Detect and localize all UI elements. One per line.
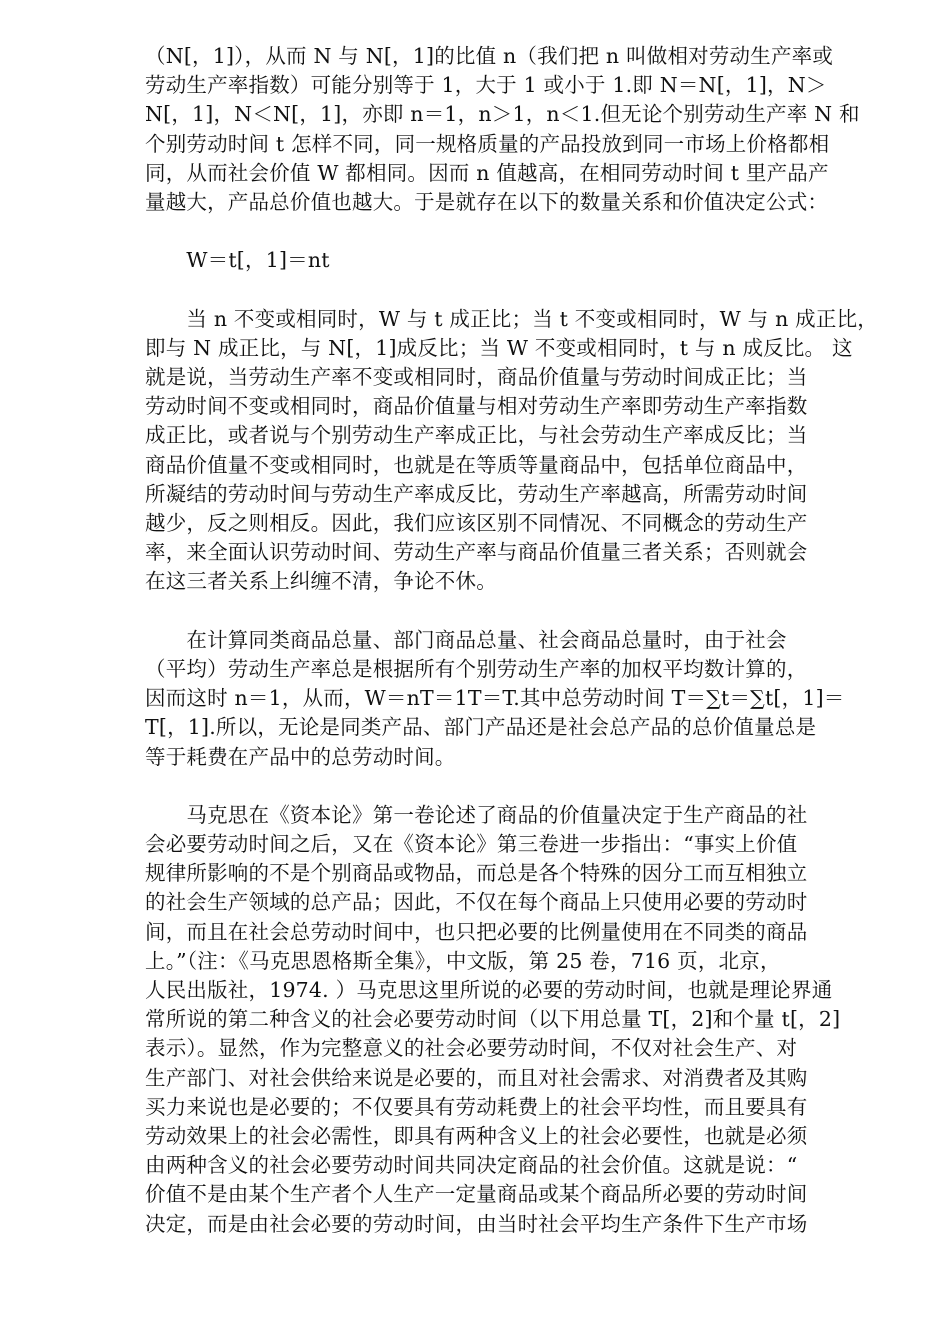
text-line: 劳动生产率指数）可能分别等于 1，大于 1 或小于 1.即 N＝N[，1]，N＞ — [145, 73, 827, 98]
text-line: 等于耗费在产品中的总劳动时间。 — [145, 744, 456, 769]
text-line: （N[，1]），从而 N 与 N[，1]的比值 n（我们把 n 叫做相对劳动生产率或 — [145, 44, 834, 68]
text-line: N[，1]，N＜N[，1]，亦即 n＝1，n＞1，n＜1.但无论个别劳动生产率 N 和 — [145, 102, 860, 127]
formula-line: W＝t[，1]＝nt — [145, 248, 330, 273]
formula-paragraph — [145, 246, 885, 275]
text-line: 价值不是由某个生产者个人生产一定量商品或某个商品所必要的劳动时间 — [145, 1182, 808, 1207]
document-body — [145, 42, 885, 1239]
text-line: 人民出版社，1974. ）马克思这里所说的必要的劳动时间，也就是理论界通 — [145, 978, 833, 1002]
text-line: 上。”（注：《马克思恩格斯全集》，中文版，第 25 卷，716 页，北京， — [145, 948, 781, 973]
text-line: 劳动效果上的社会必需性，即具有两种含义上的社会必要性，也就是必须 — [145, 1123, 808, 1148]
text-line: 即与 N 成正比，与 N[，1]成反比；当 W 不变或相同时，t 与 n 成反比。 这 — [145, 335, 853, 360]
text-line: 生产部门、对社会供给来说是必要的，而且对社会需求、对消费者及其购 — [145, 1065, 808, 1090]
text-line: 马克思在《资本论》第一卷论述了商品的价值量决定于生产商品的社 — [145, 802, 808, 827]
text-line: 越少，反之则相反。因此，我们应该区别不同情况、不同概念的劳动生产 — [145, 511, 808, 535]
text-line: 个别劳动时间 t 怎样不同，同一规格质量的产品投放到同一市场上价格都相 — [145, 131, 830, 156]
text-line: 因而这时 n＝1，从而，W＝nT＝1T＝T.其中总劳动时间 T＝∑t＝∑t[，1]＝ — [145, 686, 845, 711]
text-line: 在计算同类商品总量、部门商品总量、社会商品总量时，由于社会 — [145, 627, 787, 652]
text-line: 规律所影响的不是个别商品或物品，而总是各个特殊的因分工而互相独立 — [145, 861, 808, 886]
text-line: 当 n 不变或相同时，W 与 t 成正比；当 t 不变或相同时，W 与 n 成正比， — [145, 306, 878, 331]
text-line: 间，而且在社会总劳动时间中，也只把必要的比例量使用在不同类的商品 — [145, 919, 808, 944]
text-line: 的社会生产领域的总产品；因此，不仅在每个商品上只使用必要的劳动时 — [145, 890, 808, 915]
text-line: 量越大，产品总价值也越大。于是就存在以下的数量关系和价值决定公式： — [145, 189, 829, 214]
paragraph-gap — [145, 597, 885, 626]
text-line: （平均）劳动生产率总是根据所有个别劳动生产率的加权平均数计算的， — [145, 656, 808, 681]
paragraph-3 — [145, 305, 885, 597]
paragraph-gap — [145, 772, 885, 801]
text-line: 买力来说也是必要的；不仅要具有劳动耗费上的社会平均性，而且要具有 — [145, 1094, 808, 1119]
paragraph-4 — [145, 626, 885, 772]
text-line: 由两种含义的社会必要劳动时间共同决定商品的社会价值。这就是说：“ — [145, 1153, 798, 1178]
text-line: 常所说的第二种含义的社会必要劳动时间（以下用总量 T[，2]和个量 t[，2] — [145, 1007, 841, 1032]
text-line: 劳动时间不变或相同时，商品价值量与相对劳动生产率即劳动生产率指数 — [145, 394, 808, 419]
text-line: 率，来全面认识劳动时间、劳动生产率与商品价值量三者关系；否则就会 — [145, 540, 808, 565]
paragraph-gap — [145, 217, 885, 246]
text-line: 表示）。显然，作为完整意义的社会必要劳动时间，不仅对社会生产、对 — [145, 1036, 798, 1061]
paragraph-5 — [145, 801, 885, 1239]
text-line: 同，从而社会价值 W 都相同。因而 n 值越高，在相同劳动时间 t 里产品产 — [145, 160, 829, 185]
text-line: 在这三者关系上纠缠不清，争论不休。 — [145, 569, 497, 594]
text-line: 成正比，或者说与个别劳动生产率成正比，与社会劳动生产率成反比；当 — [145, 423, 808, 448]
text-line: 所凝结的劳动时间与劳动生产率成反比，劳动生产率越高，所需劳动时间 — [145, 481, 808, 506]
text-line: 会必要劳动时间之后，又在《资本论》第三卷进一步指出：“事实上价值 — [145, 832, 798, 857]
paragraph-1 — [145, 42, 885, 217]
text-line: 商品价值量不变或相同时，也就是在等质等量商品中，包括单位商品中， — [145, 452, 808, 477]
text-line: 决定，而是由社会必要的劳动时间，由当时社会平均生产条件下生产市场 — [145, 1211, 808, 1236]
text-line: T[，1].所以，无论是同类产品、部门产品还是社会总产品的总价值量总是 — [145, 715, 817, 740]
paragraph-gap — [145, 276, 885, 305]
text-line: 就是说，当劳动生产率不变或相同时，商品价值量与劳动时间成正比；当 — [145, 365, 808, 390]
